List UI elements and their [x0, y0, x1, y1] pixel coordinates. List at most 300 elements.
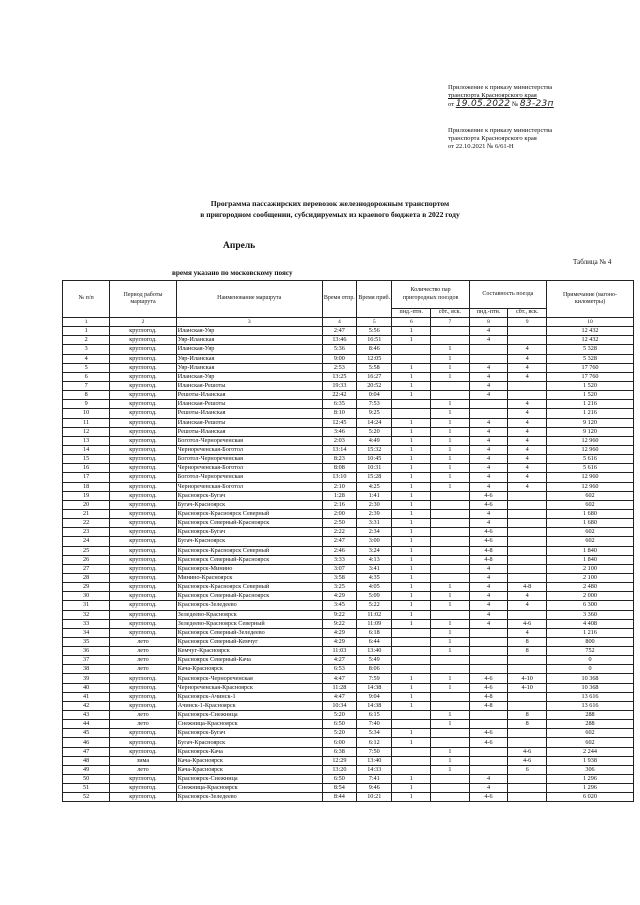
row-pairs-weekend: 1	[431, 628, 470, 637]
row-arrival: 5:20	[357, 427, 392, 436]
row-departure: 9:00	[322, 354, 356, 363]
row-route: Снежница-Красноярск	[176, 784, 322, 793]
row-note: 602	[546, 729, 633, 738]
row-pairs-weekend	[431, 519, 470, 528]
table-row	[63, 391, 634, 400]
row-composition-weekday	[469, 747, 508, 756]
row-arrival: 3:31	[357, 519, 392, 528]
row-composition-weekend: 4	[508, 628, 547, 637]
row-route: Решоты-Иланская	[176, 427, 322, 436]
row-pairs-weekend: 1	[431, 372, 470, 381]
row-composition-weekday: 4	[469, 573, 508, 582]
column-number: 10	[546, 318, 633, 327]
row-number: 52	[63, 793, 110, 802]
row-arrival: 2:39	[357, 509, 392, 518]
row-pairs-weekday	[392, 637, 431, 646]
row-arrival: 5:22	[357, 601, 392, 610]
row-composition-weekday: 4	[469, 610, 508, 619]
row-route: Уяр-Иланская	[176, 336, 322, 345]
row-period: круглогод.	[110, 555, 177, 564]
row-route: Уяр-Иланская	[176, 363, 322, 372]
row-note: 2 244	[546, 747, 633, 756]
document-title	[150, 198, 510, 220]
row-route: Боготол-Чернореченская	[176, 436, 322, 445]
row-pairs-weekday: 1	[392, 701, 431, 710]
row-pairs-weekday: 1	[392, 528, 431, 537]
row-pairs-weekday: 1	[392, 592, 431, 601]
row-pairs-weekend: 1	[431, 583, 470, 592]
row-composition-weekend	[508, 555, 547, 564]
table-row	[63, 354, 634, 363]
row-pairs-weekday	[392, 665, 431, 674]
document-title-line-1: Программа пассажирских перевозок железнодорожным транспортом	[210, 199, 450, 208]
row-pairs-weekend	[431, 509, 470, 518]
row-route: Красноярск-Снежница	[176, 775, 322, 784]
time-zone-note: время указано по московскому поясу	[172, 269, 293, 277]
row-departure: 19:33	[322, 381, 356, 390]
row-arrival: 4:49	[357, 436, 392, 445]
row-pairs-weekday: 1	[392, 381, 431, 390]
row-composition-weekend: 4-10	[508, 674, 547, 683]
row-pairs-weekday: 1	[392, 610, 431, 619]
table-row	[63, 363, 634, 372]
table-row	[63, 327, 634, 336]
row-number: 20	[63, 500, 110, 509]
row-composition-weekday: 4	[469, 619, 508, 628]
row-route: Бугач-Красноярск	[176, 500, 322, 509]
document-title-line-2: в пригородном сообщении, субсидируемых из краевого бюджета в 2022 году	[200, 210, 460, 219]
table-row	[63, 583, 634, 592]
table-row	[63, 555, 634, 564]
header-departure: Время отпр.	[322, 281, 356, 318]
row-note: 3 360	[546, 610, 633, 619]
row-route: Зеледеево-Красноярск	[176, 610, 322, 619]
row-composition-weekday: 4-6	[469, 729, 508, 738]
row-pairs-weekend: 1	[431, 345, 470, 354]
row-note: 4 408	[546, 619, 633, 628]
row-route: Красноярск-Зеледеево	[176, 601, 322, 610]
row-departure: 8:44	[322, 793, 356, 802]
table-row	[63, 381, 634, 390]
row-period: круглогод.	[110, 619, 177, 628]
row-departure: 1:28	[322, 491, 356, 500]
row-departure: 13:25	[322, 372, 356, 381]
row-note: 1 680	[546, 509, 633, 518]
row-note: 288	[546, 720, 633, 729]
table-row	[63, 619, 634, 628]
row-pairs-weekday	[392, 409, 431, 418]
row-pairs-weekday: 1	[392, 519, 431, 528]
row-note: 17 760	[546, 372, 633, 381]
row-departure: 8:10	[322, 409, 356, 418]
row-composition-weekend: 4	[508, 436, 547, 445]
header-composition-weekday: пнд.-птн.	[469, 309, 508, 318]
appendix-1-handwritten-number: 83-23п	[519, 99, 554, 110]
row-route: Чернореченская-Красноярск	[176, 683, 322, 692]
row-period: круглогод.	[110, 381, 177, 390]
row-period: круглогод.	[110, 500, 177, 509]
appendix-2-line-3: от 22.10.2021 № 6/61-Н	[448, 143, 514, 151]
row-pairs-weekday: 1	[392, 793, 431, 802]
row-composition-weekday: 4-6	[469, 528, 508, 537]
table-row	[63, 500, 634, 509]
row-pairs-weekday	[392, 711, 431, 720]
table-row	[63, 637, 634, 646]
table-row	[63, 765, 634, 774]
row-composition-weekend	[508, 701, 547, 710]
row-route: Зеледеево-Красноярск Северный	[176, 619, 322, 628]
row-route: Красноярск-Минино	[176, 564, 322, 573]
row-period: круглогод.	[110, 793, 177, 802]
table-row	[63, 729, 634, 738]
row-note: 1 680	[546, 519, 633, 528]
row-number: 15	[63, 455, 110, 464]
row-period: лето	[110, 765, 177, 774]
row-composition-weekend: 4	[508, 482, 547, 491]
row-composition-weekday: 4	[469, 564, 508, 573]
row-composition-weekday: 4-6	[469, 738, 508, 747]
row-period: круглогод.	[110, 509, 177, 518]
row-period: круглогод.	[110, 729, 177, 738]
column-number-row	[63, 318, 634, 327]
row-departure: 12:29	[322, 756, 356, 765]
row-arrival: 6:44	[357, 637, 392, 646]
row-departure: 2:03	[322, 436, 356, 445]
row-pairs-weekend: 1	[431, 464, 470, 473]
row-arrival: 16:27	[357, 372, 392, 381]
table-row	[63, 537, 634, 546]
row-note: 602	[546, 500, 633, 509]
row-pairs-weekday: 1	[392, 455, 431, 464]
row-departure: 3:58	[322, 573, 356, 582]
row-route: Красноярск-Снежница	[176, 711, 322, 720]
row-departure: 12:45	[322, 418, 356, 427]
row-composition-weekend	[508, 692, 547, 701]
row-composition-weekday: 4-6	[469, 674, 508, 683]
row-composition-weekend: 4	[508, 372, 547, 381]
row-note: 288	[546, 711, 633, 720]
row-pairs-weekday: 1	[392, 391, 431, 400]
schedule-table-header	[63, 281, 634, 327]
row-note: 5 328	[546, 354, 633, 363]
row-pairs-weekend	[431, 692, 470, 701]
row-note: 2 480	[546, 583, 633, 592]
row-note: 1 840	[546, 555, 633, 564]
row-departure: 4:47	[322, 674, 356, 683]
row-arrival: 14:24	[357, 418, 392, 427]
row-route: Минино-Красноярск	[176, 573, 322, 582]
table-row	[63, 628, 634, 637]
row-composition-weekend: 8	[508, 637, 547, 646]
table-row	[63, 564, 634, 573]
row-pairs-weekday: 1	[392, 464, 431, 473]
row-arrival: 2:30	[357, 500, 392, 509]
row-route: Решоты-Иланская	[176, 391, 322, 400]
row-arrival: 5:56	[357, 327, 392, 336]
row-departure: 2:00	[322, 509, 356, 518]
table-row	[63, 747, 634, 756]
row-departure: 2:47	[322, 537, 356, 546]
row-pairs-weekend	[431, 327, 470, 336]
row-arrival: 9:25	[357, 409, 392, 418]
row-pairs-weekday: 1	[392, 336, 431, 345]
row-composition-weekend: 4	[508, 455, 547, 464]
row-arrival: 9:04	[357, 692, 392, 701]
row-pairs-weekday: 1	[392, 674, 431, 683]
row-composition-weekend	[508, 665, 547, 674]
row-arrival: 8:46	[357, 345, 392, 354]
row-period: лето	[110, 711, 177, 720]
row-note: 602	[546, 528, 633, 537]
row-arrival: 11:02	[357, 610, 392, 619]
row-route: Снежница-Красноярск	[176, 720, 322, 729]
row-arrival: 5:49	[357, 656, 392, 665]
row-composition-weekday	[469, 756, 508, 765]
row-composition-weekday: 4-6	[469, 537, 508, 546]
row-pairs-weekday: 1	[392, 683, 431, 692]
row-period: круглогод.	[110, 747, 177, 756]
row-composition-weekday: 4	[469, 445, 508, 454]
row-departure: 5:36	[322, 345, 356, 354]
table-row	[63, 592, 634, 601]
table-row	[63, 784, 634, 793]
row-period: круглогод.	[110, 683, 177, 692]
row-pairs-weekday: 1	[392, 445, 431, 454]
row-note: 12 960	[546, 445, 633, 454]
table-row	[63, 647, 634, 656]
row-departure: 13:10	[322, 473, 356, 482]
row-period: круглогод.	[110, 400, 177, 409]
header-train-pairs: Количество пар пригородных поездов	[392, 281, 469, 309]
table-row	[63, 372, 634, 381]
table-row	[63, 345, 634, 354]
row-period: круглогод.	[110, 674, 177, 683]
row-route: Иланская-Уяр	[176, 327, 322, 336]
row-composition-weekday	[469, 628, 508, 637]
row-route: Кача-Красноярск	[176, 665, 322, 674]
row-composition-weekday: 4	[469, 427, 508, 436]
row-number: 5	[63, 363, 110, 372]
row-composition-weekday: 4-6	[469, 491, 508, 500]
table-row	[63, 601, 634, 610]
row-composition-weekday: 4	[469, 372, 508, 381]
row-composition-weekend: 4	[508, 363, 547, 372]
row-number: 14	[63, 445, 110, 454]
row-composition-weekend	[508, 738, 547, 747]
row-composition-weekend	[508, 656, 547, 665]
column-number: 2	[110, 318, 177, 327]
row-note: 306	[546, 765, 633, 774]
row-pairs-weekday: 1	[392, 573, 431, 582]
row-period: круглогод.	[110, 491, 177, 500]
row-pairs-weekday	[392, 345, 431, 354]
row-pairs-weekday: 1	[392, 546, 431, 555]
row-composition-weekend: 4	[508, 354, 547, 363]
row-pairs-weekday: 1	[392, 327, 431, 336]
row-period: лето	[110, 656, 177, 665]
row-departure: 4:47	[322, 692, 356, 701]
row-route: Решоты-Иланская	[176, 409, 322, 418]
row-period: круглогод.	[110, 363, 177, 372]
row-departure: 8:54	[322, 784, 356, 793]
table-row	[63, 756, 634, 765]
row-note: 12 432	[546, 327, 633, 336]
row-route: Чернореченская-Боготол	[176, 445, 322, 454]
row-arrival: 4:25	[357, 482, 392, 491]
row-note: 9 120	[546, 418, 633, 427]
row-composition-weekend: 4-6	[508, 619, 547, 628]
column-number: 1	[63, 318, 110, 327]
row-composition-weekend	[508, 793, 547, 802]
row-period: круглогод.	[110, 583, 177, 592]
appendix-2-header	[448, 127, 628, 152]
table-row	[63, 509, 634, 518]
column-number: 6	[392, 318, 431, 327]
appendix-1-date-line	[448, 100, 628, 109]
appendix-1-date-prefix: от	[448, 101, 455, 109]
row-route: Красноярск Северный-Красноярск	[176, 592, 322, 601]
header-arrival: Время приб.	[357, 281, 392, 318]
row-route: Красноярск Северный-Кемчуг	[176, 637, 322, 646]
row-arrival: 2:34	[357, 528, 392, 537]
row-composition-weekend	[508, 573, 547, 582]
row-pairs-weekend	[431, 555, 470, 564]
header-period: Период работы маршрута	[110, 281, 177, 318]
row-note: 12 960	[546, 436, 633, 445]
row-number: 37	[63, 656, 110, 665]
header-pairs-weekday: пнд.-птн.	[392, 309, 431, 318]
row-arrival: 7:40	[357, 720, 392, 729]
row-note: 10 368	[546, 674, 633, 683]
row-route: Красноярск Северный-Зеледеево	[176, 628, 322, 637]
row-route: Чернореченская-Боготол	[176, 482, 322, 491]
table-row	[63, 720, 634, 729]
row-pairs-weekend: 1	[431, 765, 470, 774]
row-composition-weekend	[508, 546, 547, 555]
appendix-1-line-1: Приложение к приказу министерства	[448, 84, 553, 91]
row-pairs-weekend: 1	[431, 436, 470, 445]
row-composition-weekend: 8	[508, 647, 547, 656]
row-composition-weekend	[508, 610, 547, 619]
row-departure: 2:46	[322, 546, 356, 555]
row-composition-weekday: 4	[469, 336, 508, 345]
row-composition-weekday: 4	[469, 482, 508, 491]
row-period: круглогод.	[110, 775, 177, 784]
row-period: круглогод.	[110, 354, 177, 363]
row-pairs-weekend: 1	[431, 756, 470, 765]
appendix-1-handwritten-date: 19.05.2022	[455, 99, 511, 110]
row-composition-weekday: 4	[469, 391, 508, 400]
row-departure: 13:14	[322, 445, 356, 454]
row-note: 6 300	[546, 601, 633, 610]
row-composition-weekday: 4	[469, 436, 508, 445]
row-number: 46	[63, 738, 110, 747]
row-note: 1 296	[546, 784, 633, 793]
row-departure: 2:16	[322, 500, 356, 509]
row-pairs-weekend	[431, 500, 470, 509]
row-note: 13 616	[546, 692, 633, 701]
row-note: 1 216	[546, 400, 633, 409]
row-number: 21	[63, 509, 110, 518]
row-composition-weekend	[508, 491, 547, 500]
row-route: Красноярск Северный-Красноярск	[176, 519, 322, 528]
row-departure: 9:22	[322, 619, 356, 628]
column-number: 5	[357, 318, 392, 327]
row-arrival: 10:31	[357, 464, 392, 473]
row-note: 12 960	[546, 473, 633, 482]
row-composition-weekend: 6	[508, 765, 547, 774]
row-note: 752	[546, 647, 633, 656]
row-composition-weekday: 4	[469, 592, 508, 601]
row-route: Кача-Красноярск	[176, 765, 322, 774]
row-pairs-weekend: 1	[431, 445, 470, 454]
row-note: 1 520	[546, 391, 633, 400]
row-note: 800	[546, 637, 633, 646]
row-pairs-weekend	[431, 336, 470, 345]
row-arrival: 9:46	[357, 784, 392, 793]
column-number: 8	[469, 318, 508, 327]
row-number: 29	[63, 583, 110, 592]
row-period: зима	[110, 756, 177, 765]
row-departure: 2:47	[322, 327, 356, 336]
row-period: круглогод.	[110, 327, 177, 336]
row-note: 1 216	[546, 628, 633, 637]
row-composition-weekend	[508, 336, 547, 345]
row-pairs-weekday: 1	[392, 491, 431, 500]
table-row	[63, 775, 634, 784]
row-composition-weekend: 4	[508, 409, 547, 418]
header-pairs-weekend: сбт., вск.	[431, 309, 470, 318]
row-composition-weekday: 4-8	[469, 701, 508, 710]
row-composition-weekday: 4-8	[469, 692, 508, 701]
row-number: 9	[63, 400, 110, 409]
row-departure: 11:28	[322, 683, 356, 692]
row-composition-weekday	[469, 765, 508, 774]
table-row	[63, 528, 634, 537]
row-pairs-weekday	[392, 400, 431, 409]
row-arrival: 3:24	[357, 546, 392, 555]
row-number: 8	[63, 391, 110, 400]
row-composition-weekday	[469, 665, 508, 674]
row-composition-weekday	[469, 345, 508, 354]
row-route: Ачинск-1-Красноярск	[176, 701, 322, 710]
row-arrival: 15:28	[357, 473, 392, 482]
row-composition-weekend	[508, 537, 547, 546]
row-departure: 6:50	[322, 775, 356, 784]
row-note: 10 368	[546, 683, 633, 692]
row-pairs-weekday	[392, 720, 431, 729]
row-composition-weekday: 4	[469, 363, 508, 372]
row-note: 12 432	[546, 336, 633, 345]
row-arrival: 14:38	[357, 701, 392, 710]
row-number: 31	[63, 601, 110, 610]
row-pairs-weekend: 1	[431, 647, 470, 656]
row-number: 23	[63, 528, 110, 537]
row-composition-weekday: 4	[469, 473, 508, 482]
row-route: Иланская-Решоты	[176, 400, 322, 409]
row-route: Бугач-Красноярск	[176, 738, 322, 747]
row-number: 50	[63, 775, 110, 784]
row-departure: 8:08	[322, 464, 356, 473]
row-pairs-weekend: 1	[431, 473, 470, 482]
row-departure: 5:20	[322, 729, 356, 738]
row-note: 2 000	[546, 592, 633, 601]
row-number: 47	[63, 747, 110, 756]
table-row	[63, 473, 634, 482]
row-route: Красноярск-Бугач	[176, 729, 322, 738]
row-note: 1 520	[546, 381, 633, 390]
appendix-1-num-prefix: №	[511, 101, 519, 109]
